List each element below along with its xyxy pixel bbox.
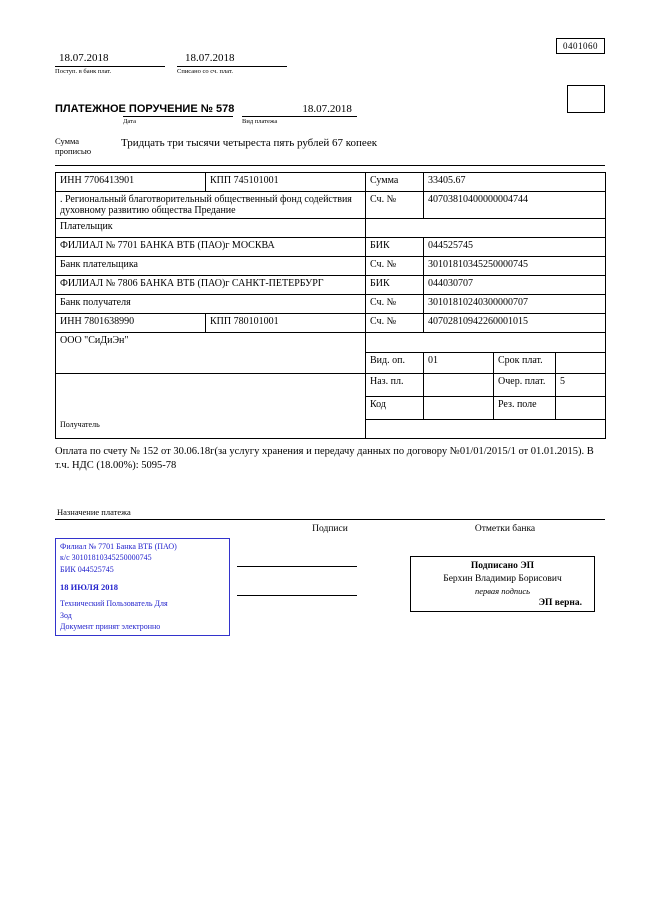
operation-spacer-1 (366, 332, 606, 353)
signature-lines (237, 566, 357, 624)
top-dates-row (55, 40, 605, 64)
bank-electronic-stamp (55, 538, 230, 636)
payee-kpp-cell (206, 313, 366, 332)
bank-marks-box (410, 556, 595, 612)
payee-inn-value: 7801638990 (84, 315, 135, 327)
payer-bank-caption-row (56, 256, 606, 275)
amount-in-words-label: Сумма прописью (55, 136, 92, 156)
stamp-line-5: Технический Пользователь Для (60, 598, 168, 608)
writeoff-date-value: 18.07.2018 (185, 52, 235, 64)
payee-caption-cell (56, 373, 366, 438)
sum-value: 33405.67 (424, 172, 606, 191)
signature-header-left (55, 524, 255, 534)
payee-kpp-label: КПП (210, 315, 232, 327)
operation-spacer-2 (366, 420, 606, 438)
writeoff-date-label: Списано со сч. плат. (177, 66, 287, 75)
kod-label: Код (366, 396, 424, 419)
signature-line-1 (237, 566, 357, 595)
title-labels (123, 116, 605, 125)
stamp-line-1: Филиал № 7701 Банка ВТБ (ПАО) (60, 541, 177, 551)
payee-bank-account-label: Сч. № (366, 294, 424, 313)
signature-headers (55, 524, 605, 534)
payer-caption-row (56, 218, 606, 237)
naz-pl-value (424, 373, 494, 396)
payee-inn-label: ИНН (60, 315, 82, 327)
payer-caption-spacer (366, 218, 606, 237)
srok-plat-value (556, 353, 606, 374)
stamp-line-2: к/с 30101810345250000745 (60, 553, 152, 563)
payer-account-label: Сч. № (366, 191, 424, 218)
top-dates-labels (55, 66, 605, 75)
incoming-date-label: Поступ. в банк плат. (55, 66, 165, 75)
doc-date-value: 18.07.2018 (302, 103, 352, 115)
title-row (55, 93, 605, 115)
payee-name: ООО "СиДиЭн" (56, 332, 366, 373)
payer-kpp-cell (206, 172, 366, 191)
amount-in-words-rule (55, 165, 605, 166)
sum-label: Сумма (366, 172, 424, 191)
payee-caption: Получатель (60, 419, 100, 429)
stamp-line-6: Зод (60, 610, 72, 620)
ocher-plat-label: Очер. плат. (494, 373, 556, 396)
payer-inn-cell (56, 172, 206, 191)
payer-caption: Плательщик (56, 218, 366, 237)
payment-kind-label: Вид платежа (242, 116, 357, 125)
payer-kpp-label: КПП (210, 174, 232, 186)
operation-row-2 (56, 373, 606, 396)
bank-marks-line-4: ЭП верна. (538, 597, 582, 608)
payee-bank-row (56, 275, 606, 294)
payer-bank-caption: Банк плательщика (56, 256, 366, 275)
payer-bank-bik-label: БИК (366, 237, 424, 256)
bank-marks-line-2: Берхин Владимир Борисович (443, 573, 562, 584)
doc-date-label: Дата (123, 116, 233, 125)
payer-inn-label: ИНН (60, 174, 82, 186)
signature-header-signs: Подписи (312, 523, 348, 534)
signature-line-2 (237, 595, 357, 624)
bank-marks-line-3: первая подпись (474, 585, 531, 596)
payer-bank-account-label: Сч. № (366, 256, 424, 275)
payer-name: . Региональный благотворительный общественный фонд содействия духовному развитию общества Предание (56, 191, 366, 218)
signature-header-bank-marks: Отметки банка (474, 523, 536, 534)
payment-purpose-rule (55, 519, 605, 520)
payee-bank-caption: Банк получателя (56, 294, 366, 313)
kod-value (424, 396, 494, 419)
payee-kpp-value: 780101001 (233, 315, 279, 327)
payment-kind-box (567, 85, 605, 113)
payer-bank-name: ФИЛИАЛ № 7701 БАНКА ВТБ (ПАО)г МОСКВА (56, 237, 366, 256)
payer-inn-row (56, 172, 606, 191)
payee-bank-caption-row (56, 294, 606, 313)
payer-bank-bik-value: 044525745 (424, 237, 606, 256)
page-title: ПЛАТЕЖНОЕ ПОРУЧЕНИЕ № 578 (55, 103, 235, 115)
amount-in-words-row (55, 137, 605, 157)
incoming-date-value: 18.07.2018 (59, 52, 109, 64)
bank-marks-line-1: Подписано ЭП (470, 560, 535, 571)
payee-inn-row (56, 313, 606, 332)
stamp-line-7: Документ принят электронно (60, 622, 161, 632)
srok-plat-label: Срок плат. (494, 353, 556, 374)
ocher-plat-value: 5 (556, 373, 606, 396)
rez-pole-value (556, 396, 606, 419)
main-requisites-table (55, 172, 606, 439)
payer-kpp-value: 745101001 (233, 174, 279, 186)
payer-bank-account-value: 30101810345250000745 (424, 256, 606, 275)
payee-bank-bik-label: БИК (366, 275, 424, 294)
payer-account-value: 40703810400000004744 (424, 191, 606, 218)
payment-purpose-label: Назначение платежа (57, 506, 131, 517)
rez-pole-label: Рез. поле (494, 396, 556, 419)
amount-in-words-value: Тридцать три тысячи четыреста пять рублей 67 копеек (121, 137, 378, 149)
vid-op-label: Вид. оп. (366, 353, 424, 374)
stamp-date: 18 ИЮЛЯ 2018 (60, 581, 118, 592)
vid-op-value: 01 (424, 353, 494, 374)
stamp-line-3: БИК 044525745 (60, 565, 114, 575)
payer-name-row (56, 191, 606, 218)
payee-account-value: 40702810942260001015 (424, 313, 606, 332)
payment-purpose-text: Оплата по счету № 152 от 30.06.18г(за услугу хранения и передачу данных по договору №01/01/2015/1 от 01.01.2015). В т.ч. НДС (18.00%): 5095-78 (55, 445, 594, 471)
naz-pl-label: Наз. пл. (366, 373, 424, 396)
payer-bank-row (56, 237, 606, 256)
payee-bank-account-value: 30101810240300000707 (424, 294, 606, 313)
signature-area (55, 524, 605, 694)
payee-bank-bik-value: 044030707 (424, 275, 606, 294)
payee-inn-cell (56, 313, 206, 332)
payee-name-row (56, 332, 606, 353)
payee-account-label: Сч. № (366, 313, 424, 332)
payee-bank-name: ФИЛИАЛ № 7806 БАНКА ВТБ (ПАО)г САНКТ-ПЕТЕРБУРГ (56, 275, 366, 294)
payer-inn-value: 7706413901 (84, 174, 135, 186)
form-code: 0401060 (556, 38, 605, 54)
